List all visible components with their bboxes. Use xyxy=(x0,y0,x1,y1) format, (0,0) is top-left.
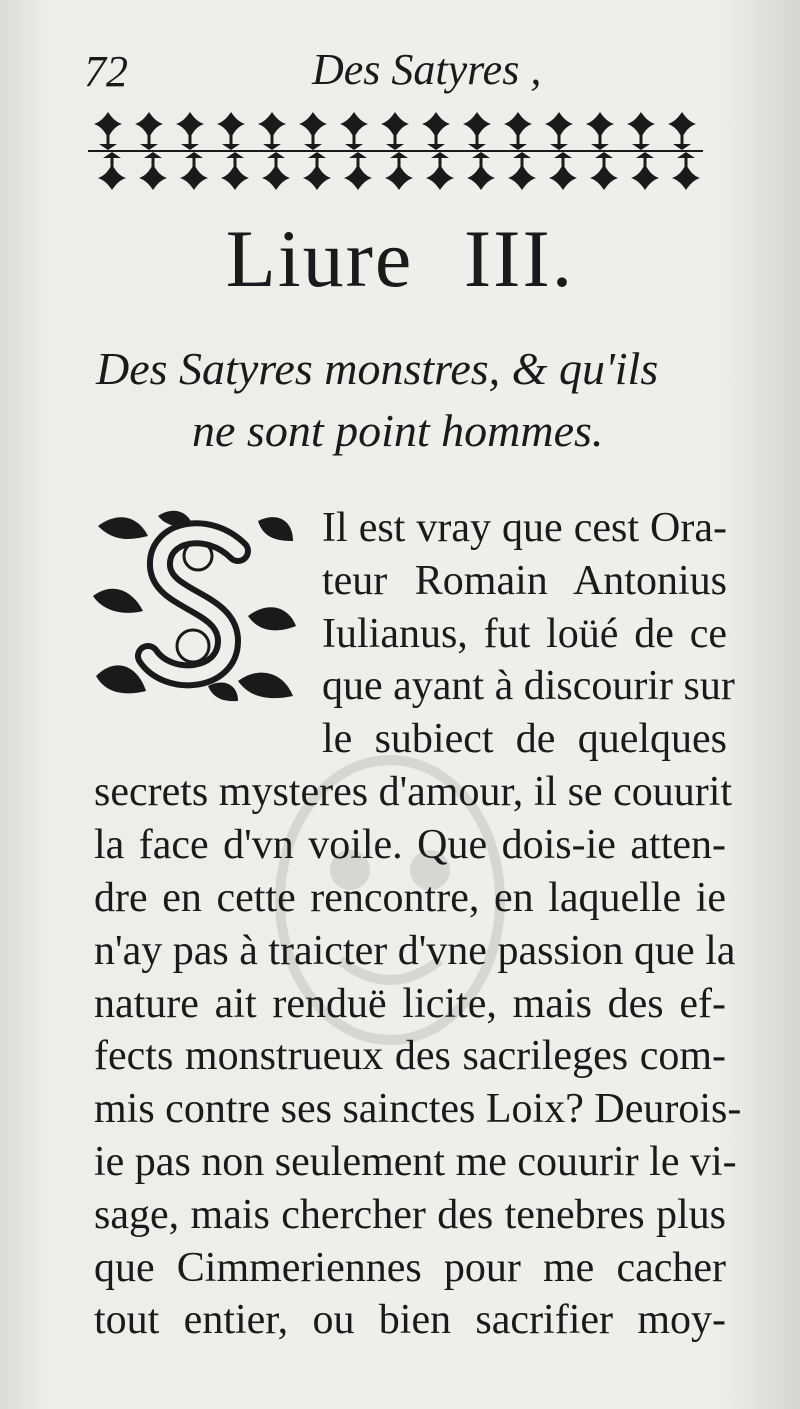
book-title xyxy=(0,212,800,306)
text-line: mis contre ses sainctes Loix? Deurois- xyxy=(94,1086,742,1132)
text-line: Il est vray que cest Ora- xyxy=(322,505,727,551)
page-header xyxy=(0,42,800,102)
text-line: la face d'vn voile. Que dois-ie atten- xyxy=(94,822,726,868)
text-line: n'ay pas à traicter d'vne passion que la xyxy=(94,928,736,974)
text-line: tout entier, ou bien sacrifier moy- xyxy=(94,1297,726,1343)
text-line: nature ait renduë licite, mais des ef- xyxy=(94,981,726,1027)
text-line: que Cimmeriennes pour me cacher xyxy=(94,1245,726,1291)
chapter-heading xyxy=(96,338,736,462)
text-line: que ayant à discourir sur xyxy=(322,663,735,709)
book-title-word: Liure xyxy=(225,213,414,304)
text-line: secrets mysteres d'amour, il se couurit xyxy=(94,769,733,815)
text-line: sage, mais chercher des tenebres plus xyxy=(94,1192,726,1238)
decorated-initial-icon xyxy=(88,506,300,706)
text-line: teur Romain Antonius xyxy=(322,558,727,604)
text-line: fects monstrueux des sacrileges com- xyxy=(94,1033,726,1079)
text-line: Iulianus, fut loüé de ce xyxy=(322,611,727,657)
running-head: Des Satyres , xyxy=(312,45,542,94)
chapter-heading-line-2: ne sont point hommes. xyxy=(192,405,604,456)
page-number: 72 xyxy=(84,47,128,96)
fleuron-band-icon xyxy=(88,108,703,194)
text-line: le subiect de quelques xyxy=(322,716,727,762)
book-title-numeral: III. xyxy=(463,213,575,304)
text-line: ie pas non seulement me couurir le vi- xyxy=(94,1139,737,1185)
chapter-heading-line-1: Des Satyres monstres, & qu'ils xyxy=(96,343,659,394)
text-line: dre en cette rencontre, en laquelle ie xyxy=(94,875,726,921)
